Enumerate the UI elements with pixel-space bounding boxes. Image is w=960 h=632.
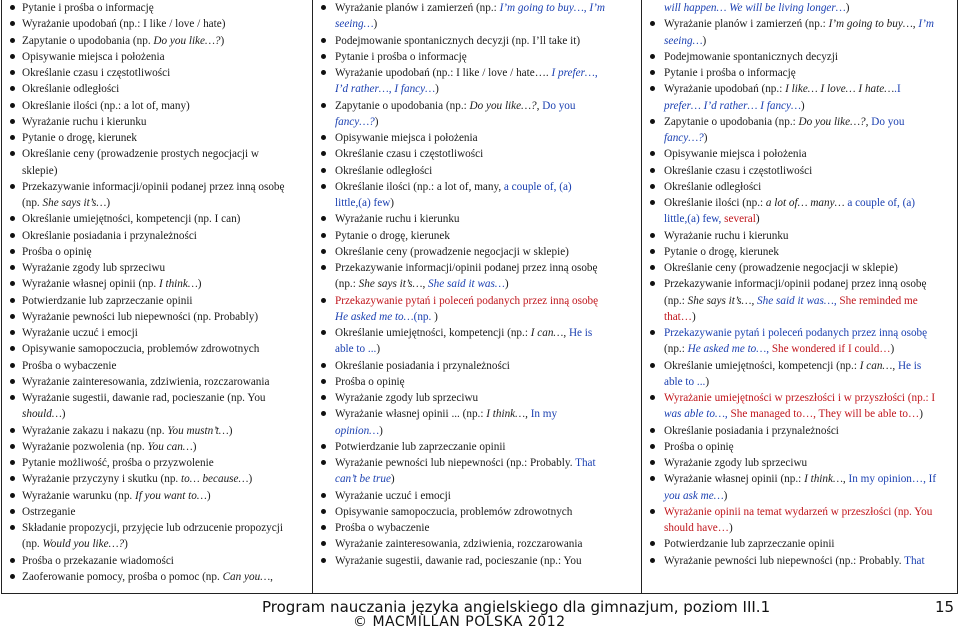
- item-text-i: I think…: [158, 278, 198, 291]
- item-text-bi: She said it was…: [428, 278, 505, 291]
- bullet-item: [7, 471, 309, 487]
- item-text-t: Podejmowanie spontanicznych decyzji (np. I’ll take it): [335, 34, 581, 47]
- bullet-item: [7, 260, 309, 276]
- bullet-item: [7, 81, 309, 97]
- item-text-i: I think…,: [486, 408, 531, 421]
- item-text-t: Wyrażanie ruchu i kierunku: [335, 213, 460, 226]
- bullet-item: [318, 130, 638, 146]
- item-text-blue: .I: [894, 83, 901, 96]
- item-text-t2: ): [691, 310, 696, 323]
- item-text-t: Potwierdzanie lub zaprzeczanie opinii: [664, 538, 835, 551]
- item-text-i: If you want to…: [135, 489, 207, 502]
- item-text-blue: He is: [568, 327, 593, 339]
- item-text-bi: I’m going to buy…, I’m: [499, 2, 605, 14]
- item-text-t2: ): [197, 278, 202, 291]
- item-text-t: Wyrażanie upodobań (np.:: [664, 83, 786, 96]
- item-text-t: Wyrażanie planów i zamierzeń (np.:: [335, 2, 500, 14]
- item-text-t: Opisywanie samopoczucia, problemów zdrowotnych: [335, 505, 573, 518]
- bullet-item: [7, 98, 309, 114]
- bullet-item: [647, 146, 954, 162]
- item-text-t: Przekazywanie informacji/opinii podanej przez inną osobę: [22, 180, 285, 193]
- item-text-t: Potwierdzanie lub zaprzeczanie opinii: [22, 294, 193, 307]
- bullet-item: [318, 439, 638, 455]
- item-text-t2: ): [705, 375, 710, 388]
- item-text-t: Określanie posiadania i przynależności: [664, 424, 839, 437]
- item-text-t: Określanie czasu i częstotliwości: [664, 164, 813, 177]
- item-text-t: Wyrażanie zainteresowania, zdziwienia, rozczarowania: [335, 538, 583, 551]
- item-text-t: Podejmowanie spontanicznych decyzji: [664, 50, 838, 63]
- item-text-t: Wyrażanie zakazu i nakazu (np.: [22, 424, 168, 437]
- bullet-item: [318, 260, 638, 276]
- item-text-t: Określanie posiadania i przynależności: [22, 229, 197, 242]
- bullet-item: [318, 98, 638, 114]
- bullet-item: [7, 276, 309, 292]
- bullet-item: [318, 33, 638, 49]
- item-text-t: Wyrażanie sugestii, dawanie rad, pocieszanie (np.: You: [335, 554, 582, 567]
- item-text-t2: ): [248, 473, 253, 486]
- bullet-item-continuation: [318, 423, 638, 439]
- item-text-blue: Do you: [542, 99, 576, 112]
- item-text-red: should have…: [664, 522, 729, 534]
- item-text-t: Prośba o przekazanie wiadomości: [22, 554, 174, 567]
- item-text-t: Prośba o opinię: [664, 440, 734, 453]
- bullet-item-continuation: [7, 163, 309, 179]
- item-text-t: Opisywanie miejsca i położenia: [22, 50, 165, 63]
- item-text-t: Wyrażanie ruchu i kierunku: [664, 229, 789, 242]
- bullet-item: [318, 49, 638, 65]
- item-text-red: Wyrażanie opinii na temat wydarzeń w przeszłości (np. You: [664, 505, 933, 518]
- item-text-i: I like… I love… I hate…: [785, 83, 895, 96]
- bullet-item: [647, 195, 954, 211]
- item-text-t: Określanie ilości (np.:: [664, 197, 766, 209]
- item-text-t: Wyrażanie uczuć i emocji: [335, 489, 451, 502]
- bullet-item-continuation: [647, 309, 954, 325]
- bullet-item: [318, 179, 638, 195]
- bullet-item: [7, 358, 309, 374]
- bullet-item: [7, 65, 309, 81]
- bullet-item: [647, 81, 954, 97]
- item-text-bi: can’t be true: [335, 473, 391, 486]
- item-text-bi: was able to…,: [664, 408, 731, 421]
- item-text-blue: able to ...: [664, 375, 706, 388]
- item-text-red: Wyrażanie umiejętności w przeszłości i w przyszłości (np.: I: [664, 392, 936, 404]
- bullet-item: [318, 65, 638, 81]
- item-text-t: Wyrażanie przyczyny i skutku (np.: [22, 473, 182, 486]
- bullet-item: [7, 439, 309, 455]
- item-text-t: Wyrażanie zgody lub sprzeciwu: [335, 392, 479, 404]
- item-text-t: Prośba o wybaczenie: [22, 359, 117, 372]
- item-text-t2: ): [755, 213, 760, 226]
- item-text-t: Pytanie i prośba o informację: [664, 67, 796, 79]
- item-text-bi: opinion…: [335, 424, 380, 437]
- item-text-t: sklepie): [22, 164, 58, 177]
- item-text-t: Zapytanie o upodobania (np.:: [664, 115, 799, 128]
- item-text-t2: ): [106, 197, 111, 209]
- bullet-item-continuation: [318, 341, 638, 357]
- item-text-t2: ): [124, 538, 128, 551]
- bullet-item-continuation: [647, 211, 954, 227]
- item-text-bi: I prefer…,: [551, 67, 598, 79]
- bullet-item-continuation: [318, 276, 638, 292]
- bullet-item: [7, 293, 309, 309]
- bullet-item: [647, 455, 954, 471]
- bullet-item: [7, 211, 309, 227]
- bullet-item: [318, 244, 638, 260]
- item-text-t: Określanie umiejętności, kompetencji (np.:: [335, 327, 531, 339]
- item-text-t: Pytanie i prośba o informację: [335, 50, 467, 63]
- item-text-t: Składanie propozycji, przyjęcie lub odrzucenie propozycji: [22, 522, 283, 534]
- bullet-item: [318, 488, 638, 504]
- item-text-t: Zaoferowanie pomocy, prośba o pomoc (np.: [22, 570, 223, 583]
- bullet-item-continuation: [647, 406, 954, 422]
- item-text-t2: ): [702, 34, 707, 47]
- item-text-i: Do you like…?,: [469, 99, 543, 112]
- item-text-red: She wondered if I could…: [771, 343, 891, 356]
- item-text-i: She says it’s…,: [358, 278, 429, 291]
- item-text-t: Wyrażanie własnej opinii ... (np.:: [335, 408, 487, 421]
- bullet-item: [7, 16, 309, 32]
- item-text-i: I can…,: [530, 327, 569, 339]
- item-text-t: Wyrażanie sugestii, dawanie rad, pocieszanie (np. You: [22, 392, 266, 404]
- item-text-t: Określanie umiejętności, kompetencji (np. I can): [22, 213, 241, 226]
- item-text-blue: a couple of, (a): [503, 180, 572, 193]
- bullet-item-continuation: [318, 16, 638, 32]
- item-text-t2: ): [228, 424, 233, 437]
- item-text-t: Prośba o opinię: [22, 245, 92, 258]
- bullet-item: [7, 0, 309, 16]
- bullet-item: [7, 146, 309, 162]
- bullet-item-continuation: [647, 98, 954, 114]
- bullet-item: [647, 244, 954, 260]
- bullet-item-continuation: [647, 488, 954, 504]
- bullet-item: [647, 325, 954, 341]
- item-text-i: I think…,: [804, 473, 849, 486]
- item-text-t: Określanie ceny (prowadzenie negocjacji w sklepie): [335, 245, 569, 258]
- bullet-item-continuation: [318, 114, 638, 130]
- bullet-item: [7, 569, 309, 585]
- item-text-bi: seeing…: [335, 18, 374, 31]
- bullet-item: [318, 163, 638, 179]
- bullet-item-continuation: [647, 33, 954, 49]
- bullet-item: [7, 179, 309, 195]
- bullet-item-continuation: [647, 341, 954, 357]
- bullet-item: [7, 49, 309, 65]
- item-text-t: (np.:: [664, 294, 688, 307]
- item-text-blue: In my: [530, 408, 558, 421]
- item-text-t: Wyrażanie zainteresowania, zdziwienia, rozczarowania: [22, 375, 270, 388]
- bullet-item: [318, 146, 638, 162]
- bullet-item: [647, 163, 954, 179]
- item-text-i: You can…: [147, 440, 193, 453]
- item-text-blue: able to ...: [335, 343, 377, 356]
- bullet-item: [7, 423, 309, 439]
- item-text-t2: ): [845, 2, 850, 14]
- bullet-item: [318, 374, 638, 390]
- copyright: © MACMILLAN POLSKA 2012: [353, 614, 566, 630]
- item-text-t: Pytanie o drogę, kierunek: [335, 229, 450, 242]
- bullet-item: [7, 244, 309, 260]
- item-text-t2: ): [890, 343, 895, 356]
- bullet-item: [7, 309, 309, 325]
- item-text-t: Określanie posiadania i przynależności: [335, 359, 510, 372]
- item-text-t2: ): [374, 115, 379, 128]
- item-text-t: Prośba o opinię: [335, 375, 405, 388]
- item-text-bi: She said it was…,: [757, 294, 840, 307]
- item-text-t2: ): [919, 408, 923, 421]
- column-3: [642, 0, 957, 593]
- item-text-t2: ): [376, 343, 381, 356]
- bullet-item-continuation: [318, 195, 638, 211]
- item-text-i: I can…,: [859, 359, 898, 372]
- bullet-item: [647, 260, 954, 276]
- bullet-item-continuation: [318, 81, 638, 97]
- item-text-red: Przekazywanie pytań i poleceń podanych przez inną osobę: [335, 294, 599, 307]
- item-text-i: should…: [22, 408, 62, 421]
- bullet-item-continuation: [318, 471, 638, 487]
- item-text-t: Ostrzeganie: [22, 505, 76, 518]
- bullet-item: [7, 228, 309, 244]
- item-text-t: Wyrażanie zgody lub sprzeciwu: [22, 262, 166, 274]
- bullet-item: [318, 536, 638, 552]
- item-text-blue: (np.: [413, 310, 435, 323]
- item-text-i: a lot of… many…: [765, 197, 848, 209]
- item-text-t: Określanie odległości: [335, 164, 433, 177]
- item-text-t: Potwierdzanie lub zaprzeczanie opinii: [335, 440, 506, 453]
- item-text-t: Wyrażanie zgody lub sprzeciwu: [664, 457, 808, 469]
- item-text-t: Wyrażanie warunku (np.: [22, 489, 136, 502]
- item-text-i: to… because…: [181, 473, 249, 486]
- item-text-t: Określanie czasu i częstotliwości: [335, 148, 484, 161]
- bullet-item: [318, 553, 638, 569]
- page-number: 15: [935, 598, 955, 616]
- item-text-t: Określanie odległości: [664, 180, 762, 193]
- bullet-item: [7, 130, 309, 146]
- item-text-t: Pytanie i prośba o informację: [22, 2, 154, 14]
- col3-list: [647, 0, 954, 569]
- bullet-item: [647, 504, 954, 520]
- item-text-t2: ): [373, 18, 378, 31]
- item-text-t: Pytanie możliwość, prośba o przyzwolenie: [22, 457, 214, 469]
- bullet-item: [647, 471, 954, 487]
- bullet-item: [318, 358, 638, 374]
- item-text-t2: ): [390, 473, 395, 486]
- bullet-item: [7, 33, 309, 49]
- item-text-bi: He asked me to…: [335, 310, 414, 323]
- item-text-t: Określanie ilości (np.: a lot of, many,: [335, 180, 504, 193]
- bullet-item: [647, 49, 954, 65]
- item-text-red: She reminded me: [839, 294, 918, 307]
- item-text-t: Wyrażanie własnej opinii (np.:: [664, 473, 805, 486]
- item-text-blue: little,(a) few,: [664, 213, 725, 226]
- bullet-item-continuation: [7, 536, 309, 552]
- footer-title: Program nauczania języka angielskiego dla gimnazjum, poziom III.1: [262, 598, 771, 616]
- item-text-bi: you ask me…: [664, 489, 724, 502]
- item-text-t: Pytanie o drogę, kierunek: [22, 132, 137, 144]
- item-text-t: Wyrażanie planów i zamierzeń (np.:: [664, 18, 829, 31]
- bullet-item: [647, 16, 954, 32]
- bullet-item: [318, 228, 638, 244]
- item-text-t: Opisywanie miejsca i położenia: [335, 132, 478, 144]
- item-text-t: Pytanie o drogę, kierunek: [664, 245, 779, 258]
- item-text-t: Wyrażanie pewności lub niepewności (np. Probably): [22, 310, 259, 323]
- item-text-t2: ): [390, 197, 395, 209]
- bullet-item: [318, 325, 638, 341]
- bullet-item: [7, 553, 309, 569]
- item-text-t2: ): [192, 440, 197, 453]
- item-text-i: I’m going to buy…,: [828, 18, 919, 31]
- bullet-item: [647, 228, 954, 244]
- bullet-item-continuation: [647, 374, 954, 390]
- item-text-blue: a couple of, (a): [847, 197, 916, 209]
- item-text-t2: ): [728, 522, 733, 534]
- item-text-bi: will happen… We will be living longer…: [664, 2, 846, 14]
- bullet-item: [318, 390, 638, 406]
- bullet-item: [647, 276, 954, 292]
- item-text-i: Do you like…?: [153, 34, 221, 47]
- bullet-item-continuation: [647, 520, 954, 536]
- bullet-item: [318, 293, 638, 309]
- item-text-t: Wyrażanie upodobań (np.: I like / love / hate): [22, 18, 226, 31]
- bullet-item: [7, 325, 309, 341]
- item-text-t: (np.:: [664, 343, 688, 356]
- item-text-t: Wyrażanie pewności lub niepewności (np.: Probably.: [664, 554, 905, 567]
- bullet-item: [647, 423, 954, 439]
- item-text-t: Określanie ceny (prowadzenie prostych negocjacji w: [22, 148, 260, 161]
- col1-list: [7, 0, 309, 585]
- item-text-blue: That: [575, 457, 596, 469]
- bullet-item: [318, 211, 638, 227]
- bullet-item: [7, 455, 309, 471]
- item-text-t2: ): [504, 278, 509, 291]
- item-text-blue: He is: [897, 359, 922, 372]
- item-text-t: Wyrażanie upodobań (np.: I like / love / hate….: [335, 67, 552, 79]
- item-text-t: Określanie ilości (np.: a lot of, many): [22, 99, 190, 112]
- item-text-t: (np.: [22, 538, 43, 551]
- item-text-t: Zapytanie o upodobania (np.:: [335, 99, 470, 112]
- bullet-item: [647, 114, 954, 130]
- bullet-item: [647, 390, 954, 406]
- item-text-t: Określanie odległości: [22, 83, 120, 96]
- bullet-item: [7, 374, 309, 390]
- item-text-t: Określanie umiejętności, kompetencji (np.:: [664, 359, 860, 372]
- bullet-item: [647, 439, 954, 455]
- item-text-red: that…: [664, 310, 692, 323]
- item-text-t2: ,: [270, 570, 273, 583]
- item-text-t: Wyrażanie własnej opinii (np.: [22, 278, 159, 291]
- bullet-item-continuation: [7, 406, 309, 422]
- bullet-item: [318, 455, 638, 471]
- item-text-t: (np.: [22, 197, 43, 209]
- item-text-t2: ): [220, 34, 225, 47]
- item-text-i: She says it’s…: [42, 197, 107, 209]
- item-text-t2: ): [435, 83, 439, 96]
- bullet-item: [318, 520, 638, 536]
- item-text-t: Przekazywanie informacji/opinii podanej przez inną osobę: [664, 278, 927, 291]
- bullet-item-continuation: [318, 309, 638, 325]
- bullet-item: [647, 536, 954, 552]
- bullet-item: [647, 65, 954, 81]
- item-text-bi: fancy…?: [664, 132, 704, 144]
- item-text-i: Do you like…?,: [798, 115, 872, 128]
- item-text-t2: ): [206, 489, 211, 502]
- item-text-t: Opisywanie samopoczucia, problemów zdrowotnych: [22, 343, 260, 356]
- item-text-t: Zapytanie o upodobania (np.: [22, 34, 154, 47]
- item-text-blue: Do you: [871, 115, 905, 128]
- bullet-item: [318, 406, 638, 422]
- item-text-bi: seeing…: [664, 34, 703, 47]
- item-text-blue: little,(a) few: [335, 197, 391, 209]
- bullet-item-continuation: [7, 195, 309, 211]
- item-text-t: Przekazywanie informacji/opinii podanej przez inną osobę: [335, 262, 598, 274]
- content-table: [1, 0, 958, 594]
- item-text-t: Wyrażanie pewności lub niepewności (np.: Probably.: [335, 457, 576, 469]
- item-text-t: Wyrażanie pozwolenia (np.: [22, 440, 148, 453]
- item-text-i: She says it’s…,: [687, 294, 758, 307]
- item-text-t2: ): [723, 489, 728, 502]
- item-text-bi: prefer… I’d rather… I fancy…: [664, 99, 801, 112]
- item-text-t2: ): [379, 424, 383, 437]
- column-1: [2, 0, 313, 593]
- item-text-t: Opisywanie miejsca i położenia: [664, 148, 807, 161]
- item-text-t: Określanie czasu i częstotliwości: [22, 67, 171, 79]
- item-text-t: Prośba o wybaczenie: [335, 522, 430, 534]
- item-text-red: She managed to…, They will be able to…: [730, 408, 920, 421]
- item-text-t: (np.:: [335, 278, 359, 291]
- item-text-t2: ): [800, 99, 805, 112]
- item-text-i: Would you like…?: [42, 538, 125, 551]
- item-text-bi: fancy…?: [335, 115, 375, 128]
- item-text-t: Wyrażanie uczuć i emocji: [22, 327, 138, 339]
- bullet-item: [7, 390, 309, 406]
- bullet-item: [7, 488, 309, 504]
- bullet-item: [7, 341, 309, 357]
- bullet-item: [318, 0, 638, 16]
- item-text-bi: I’m: [918, 18, 934, 31]
- item-text-i: Can you…: [222, 570, 271, 583]
- bullet-item-continuation: [647, 0, 954, 16]
- col2-list: [318, 0, 638, 569]
- bullet-item: [7, 520, 309, 536]
- bullet-item: [647, 179, 954, 195]
- column-2: [313, 0, 642, 593]
- item-text-t2: ): [434, 310, 438, 323]
- bullet-item: [318, 504, 638, 520]
- bullet-item: [7, 114, 309, 130]
- item-text-blue: That: [904, 554, 925, 567]
- item-text-t2: ): [703, 132, 708, 144]
- bullet-item: [647, 358, 954, 374]
- item-text-red: several: [724, 213, 756, 226]
- item-text-blue: Przekazywanie pytań i poleceń podanych przez inną osobę: [664, 327, 928, 339]
- item-text-bi: I’d rather…, I fancy…: [335, 83, 436, 96]
- item-text-blue: In my opinion…, If: [848, 473, 937, 486]
- item-text-t2: ): [61, 408, 66, 421]
- item-text-bi: He asked me to…,: [687, 343, 772, 356]
- item-text-t: Wyrażanie ruchu i kierunku: [22, 115, 147, 128]
- bullet-item: [647, 553, 954, 569]
- bullet-item: [7, 504, 309, 520]
- item-text-t: Określanie ceny (prowadzenie negocjacji w sklepie): [664, 262, 898, 274]
- bullet-item-continuation: [647, 130, 954, 146]
- bullet-item-continuation: [647, 293, 954, 309]
- item-text-i: You mustn’t…: [167, 424, 229, 437]
